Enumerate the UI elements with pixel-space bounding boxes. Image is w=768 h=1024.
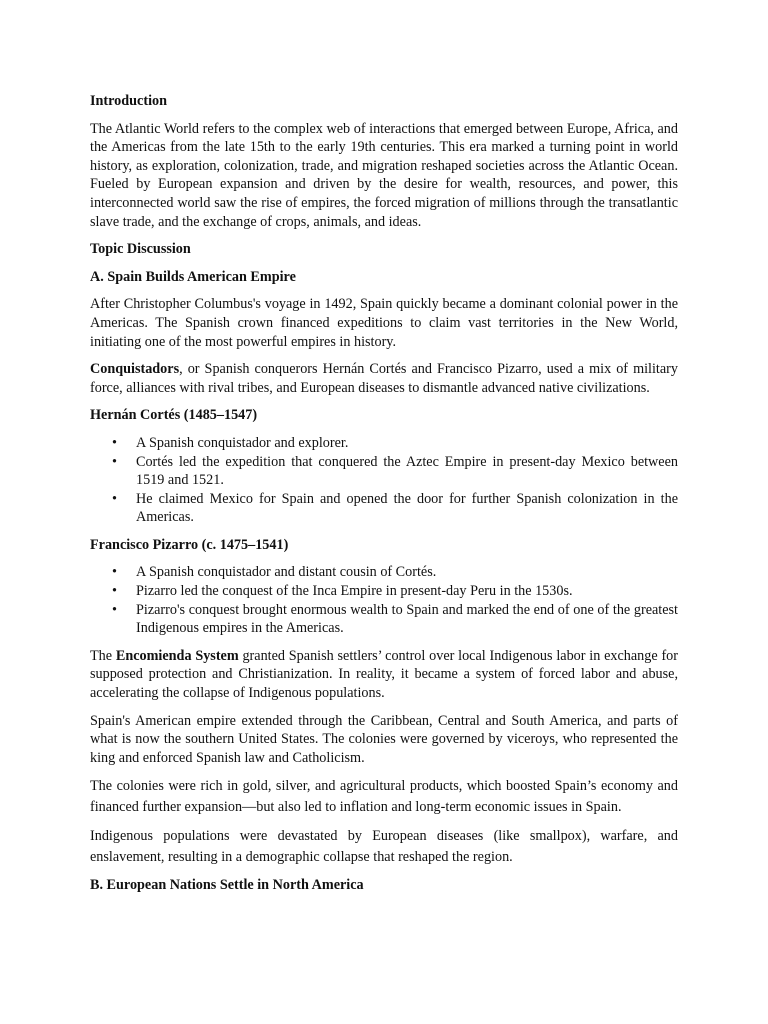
bullet-icon: • xyxy=(112,601,117,618)
bullet-icon: • xyxy=(112,583,117,600)
list-item-text: A Spanish conquistador and explorer. xyxy=(136,434,349,451)
indigenous-populations-paragraph: Indigenous populations were devastated by European diseases (like smallpox), warfare, and enslavement, resulting in a demographic collapse that reshaped the region. xyxy=(90,828,678,865)
bullet-icon: • xyxy=(112,564,117,581)
spain-empire-paragraph: After Christopher Columbus's voyage in 1492, Spain quickly became a dominant colonial power in the Americas. The Spanish crown financed expeditions to claim vast territories in the New World, initiating one of the most powerful empires in history. xyxy=(90,296,678,350)
encomienda-term: Encomienda System xyxy=(115,647,239,664)
topic-discussion-heading: Topic Discussion xyxy=(90,241,191,258)
pizarro-heading: Francisco Pizarro (c. 1475–1541) xyxy=(90,536,289,553)
list-item xyxy=(112,453,678,490)
document-body xyxy=(90,92,678,904)
conquistadors-text: , or Spanish conquerors Hernán Cortés and Francisco Pizarro, used a mix of military force, alliances with rival tribes, and European diseases to dismantle advanced native civilizations. xyxy=(90,361,678,396)
list-item-text: He claimed Mexico for Spain and opened the door for further Spanish colonization in the Americas. xyxy=(136,490,678,526)
list-item xyxy=(112,490,678,527)
bullet-icon: • xyxy=(112,453,117,470)
bullet-icon: • xyxy=(112,490,117,507)
section-a-heading: A. Spain Builds American Empire xyxy=(90,268,296,285)
empire-extent-paragraph: Spain's American empire extended through the Caribbean, Central and South America, and parts of what is now the southern United States. The colonies were governed by viceroys, who represented the king and enforced Spanish law and Catholicism. xyxy=(90,712,678,766)
encomienda-text: granted Spanish settlers’ control over local Indigenous labor in exchange for supposed protection and Christianization. In reality, it became a system of forced labor and abuse, accelerating the collapse of Indigenous populations. xyxy=(90,647,678,702)
encomienda-paragraph xyxy=(90,647,678,703)
encomienda-prefix: The xyxy=(90,647,116,664)
introduction-heading: Introduction xyxy=(90,93,167,109)
list-item-text: Pizarro's conquest brought enormous wealth to Spain and marked the end of one of the greatest Indigenous empires in the Americas. xyxy=(136,601,678,637)
bullet-icon: • xyxy=(112,434,117,451)
list-item xyxy=(112,563,678,582)
list-item xyxy=(112,601,678,638)
pizarro-list xyxy=(90,563,678,637)
cortes-heading: Hernán Cortés (1485–1547) xyxy=(90,407,258,424)
list-item-text: Cortés led the expedition that conquered the Aztec Empire in present-day Mexico between 1519 and 1521. xyxy=(136,453,678,489)
conquistadors-term: Conquistadors xyxy=(90,361,180,378)
section-b-heading: B. European Nations Settle in North America xyxy=(90,877,364,894)
cortes-list xyxy=(90,434,678,527)
list-item-text: A Spanish conquistador and distant cousin of Cortés. xyxy=(136,564,437,581)
colonial-wealth-paragraph: The colonies were rich in gold, silver, and agricultural products, which boosted Spain’s economy and financed further expansion—but also led to inflation and long-term economic issues in Spain. xyxy=(90,778,678,815)
list-item-text: Pizarro led the conquest of the Inca Empire in present-day Peru in the 1530s. xyxy=(136,583,573,600)
introduction-paragraph: The Atlantic World refers to the complex web of interactions that emerged between Europe, Africa, and the Americas from the late 15th to the early 19th centuries. This era marked a turning point in world history, as exploration, colonization, trade, and migration reshaped societies across the Atlantic Ocean. Fueled by European expansion and driven by the desire for wealth, resources, and power, this interconnected world saw the rise of empires, the forced migration of millions through the transatlantic slave trade, and the exchange of crops, animals, and ideas. xyxy=(90,120,678,230)
list-item xyxy=(112,582,678,601)
conquistadors-paragraph xyxy=(90,360,678,397)
list-item xyxy=(112,434,678,453)
